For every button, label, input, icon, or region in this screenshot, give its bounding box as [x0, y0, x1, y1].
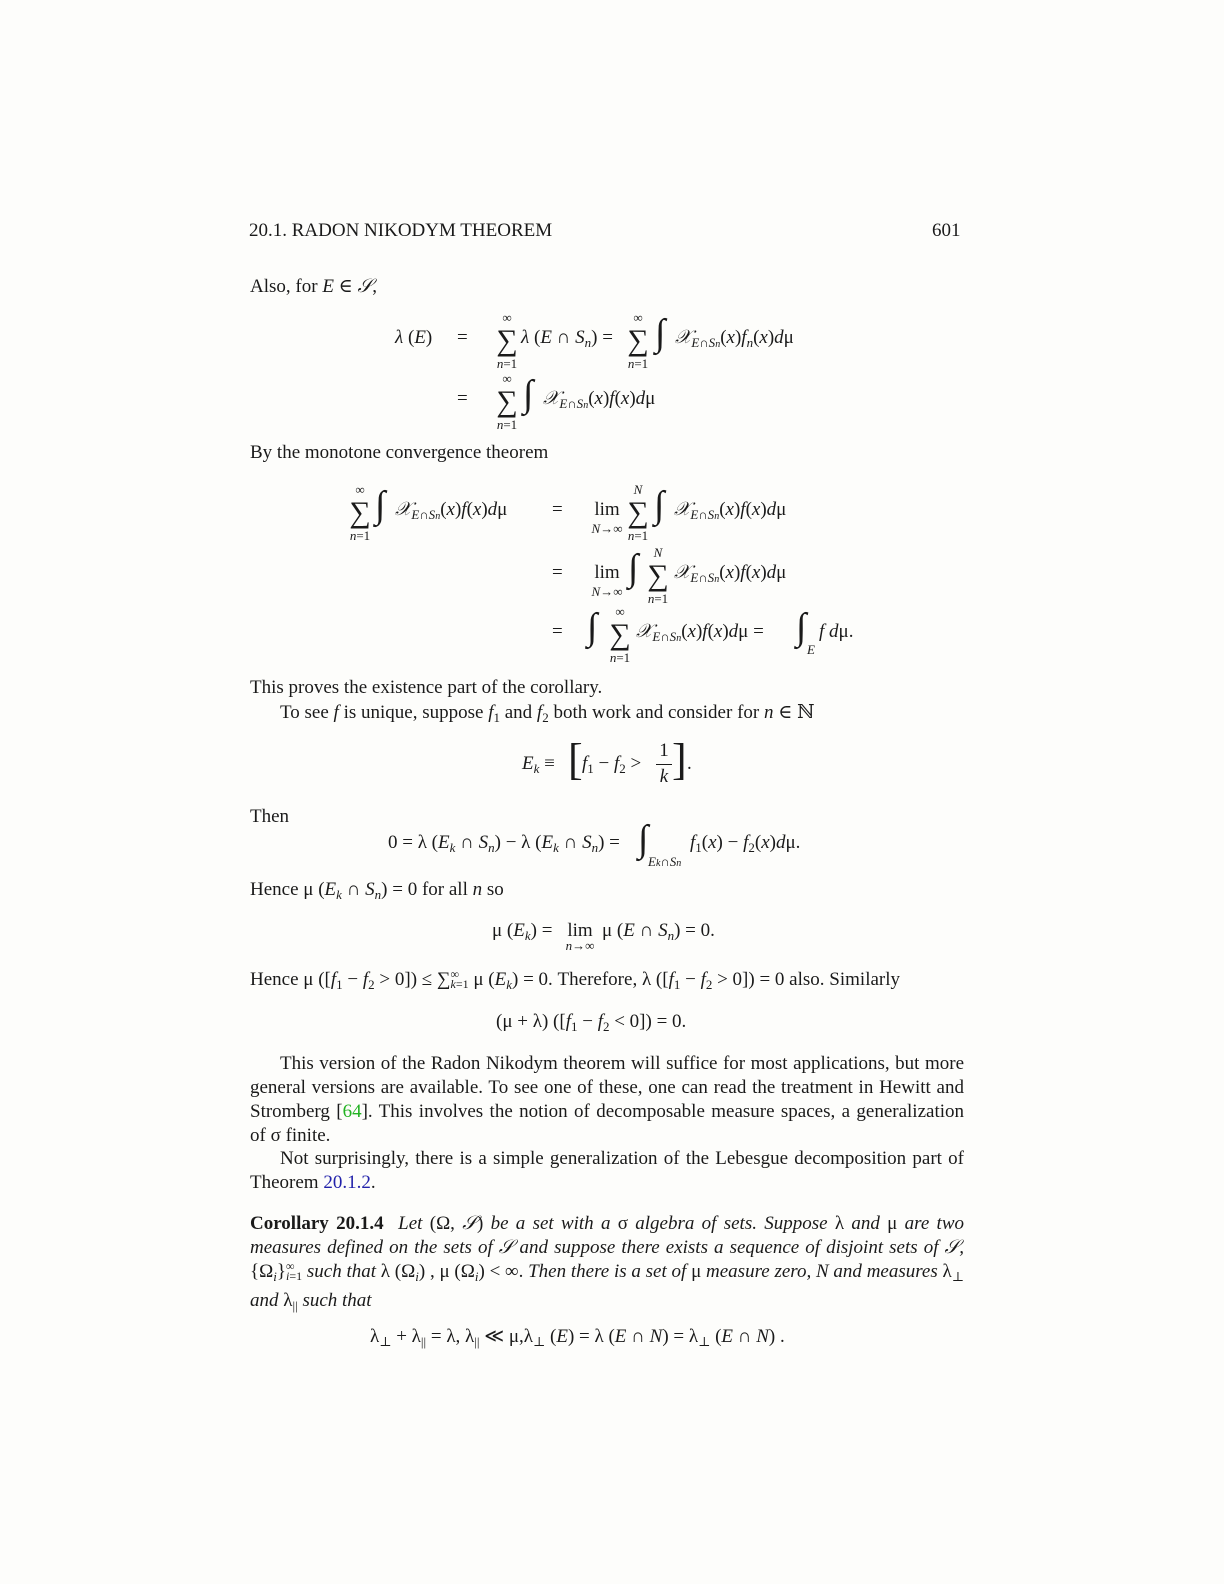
text-uniqueness: To see f is unique, suppose $f_1$ and $f_2$ both work and consider for n ∈ ℕ [280, 702, 815, 725]
equation-mu-plus-lambda: (μ + λ) $([f_1 - f_2 < 0]) = 0$. [496, 1011, 687, 1034]
equation-zero: 0 = λ ($E_k$ ∩ $S_n) - \lambda$ ($E_k$ ∩ $S_n$) = ∫ Ek∩Sn $f_1(x) - f_2(x)d\mu$. [388, 818, 801, 869]
theorem-link[interactable]: 20.1.2 [323, 1172, 371, 1193]
text-then: Then [250, 806, 290, 827]
page-number: 601 [932, 220, 961, 241]
text-existence: This proves the existence part of the corollary. [250, 677, 603, 698]
corollary-label: Corollary 20.1.4 [250, 1213, 384, 1234]
text-hence-1: Hence μ ($E_k$ ∩ $S_n) = 0$ for all n so [250, 879, 504, 902]
integral-sign: ∫ [655, 312, 666, 354]
text-also: Also, for E ∈ 𝒮, [250, 276, 377, 297]
equation-monotone: ∞ ∑ n=1 ∫ 𝒳$_{E\cap Sn}$(x)f(x)dμ = lim N→∞ N ∑ n=1 ∫ 𝒳$_{E\cap Sn}$(x)f(x)dμ = lim N→∞ ∫ N ∑ n=1 𝒳$_{E\cap Sn}$(x)f(x)dμ = ∫ ∞ ∑ n=1 𝒳$_{E\cap Sn}$(x)f(x)dμ = ∫ E f dμ. [349, 482, 854, 665]
sum-sign: ∞ ∑ n=1 [496, 310, 518, 371]
equation-lambda-sum: λ (E) = ∞ ∑ n=1 λ (E ∩ $S_n$) = ∞ ∑ n=1 ∫ $𝒳_{E\cap Sn}(x)f_n(x)d\mu$ = ∞ ∑ n=1 ∫ 𝒳$_{E\cap Sn}$(x)f(x)dμ [395, 310, 794, 432]
corollary-block: Corollary 20.1.4 Let (Ω, 𝒮) be a set with a σ algebra of sets. Suppose λ and μ are two measures defined on the sets of 𝒮 and suppose there exists a sequence of disjoint sets of 𝒮, $\{\Omega_i\}$ ∞ i=1 such that λ $(\Omega_i)$ , μ $(\Omega_i)$ < ∞. Then there is a set of μ measure zero, N and measures $\lambda_\perp$ and $\lambda_{||}$ such that [250, 1213, 965, 1313]
sum-sign: ∞ ∑ n=1 [627, 310, 649, 371]
equation-decomposition: $\lambda_\perp + \lambda_{||} = \lambda$, $\lambda_{||}$ ≪ $\mu,\lambda_\perp$ (E) = λ (E ∩ $N) = \lambda_\perp$ (E ∩ N) . [370, 1326, 785, 1349]
text-hence-2: Hence μ $([f_1 - f_2 > 0])$ ≤ ∑ ∞ k=1 μ $(E_k) = 0$. Therefore, λ $([f_1 - f_2 > 0]) = 0$ also. Similarly [250, 967, 901, 992]
paragraph-general-versions: This version of the Radon Nikodym theorem will suffice for most applications, but more general versions are available. To see one of these, one can read the treatment in Hewitt and Stromberg [64]. This involves the notion of decomposable measure spaces, a generalization of σ finite. [250, 1053, 964, 1146]
equation-Ek: $E_k$ ≡ [ $f_1 - f_2$ > 1 k ] . [522, 735, 692, 787]
text-monotone: By the monotone convergence theorem [250, 442, 549, 463]
citation-link[interactable]: 64 [342, 1101, 362, 1122]
equation-mu-Ek: μ $(E_k)$ = lim n→∞ μ (E ∩ $S_n) = 0$. [492, 920, 715, 953]
sum-sign: ∞ ∑ n=1 [496, 371, 518, 432]
paragraph-generalization: Not surprisingly, there is a simple generalization of the Lebesgue decomposition part of Theorem 20.1.2. [250, 1148, 964, 1193]
integral-sign: ∫ [523, 373, 534, 415]
running-header: 20.1. RADON NIKODYM THEOREM [249, 220, 553, 241]
